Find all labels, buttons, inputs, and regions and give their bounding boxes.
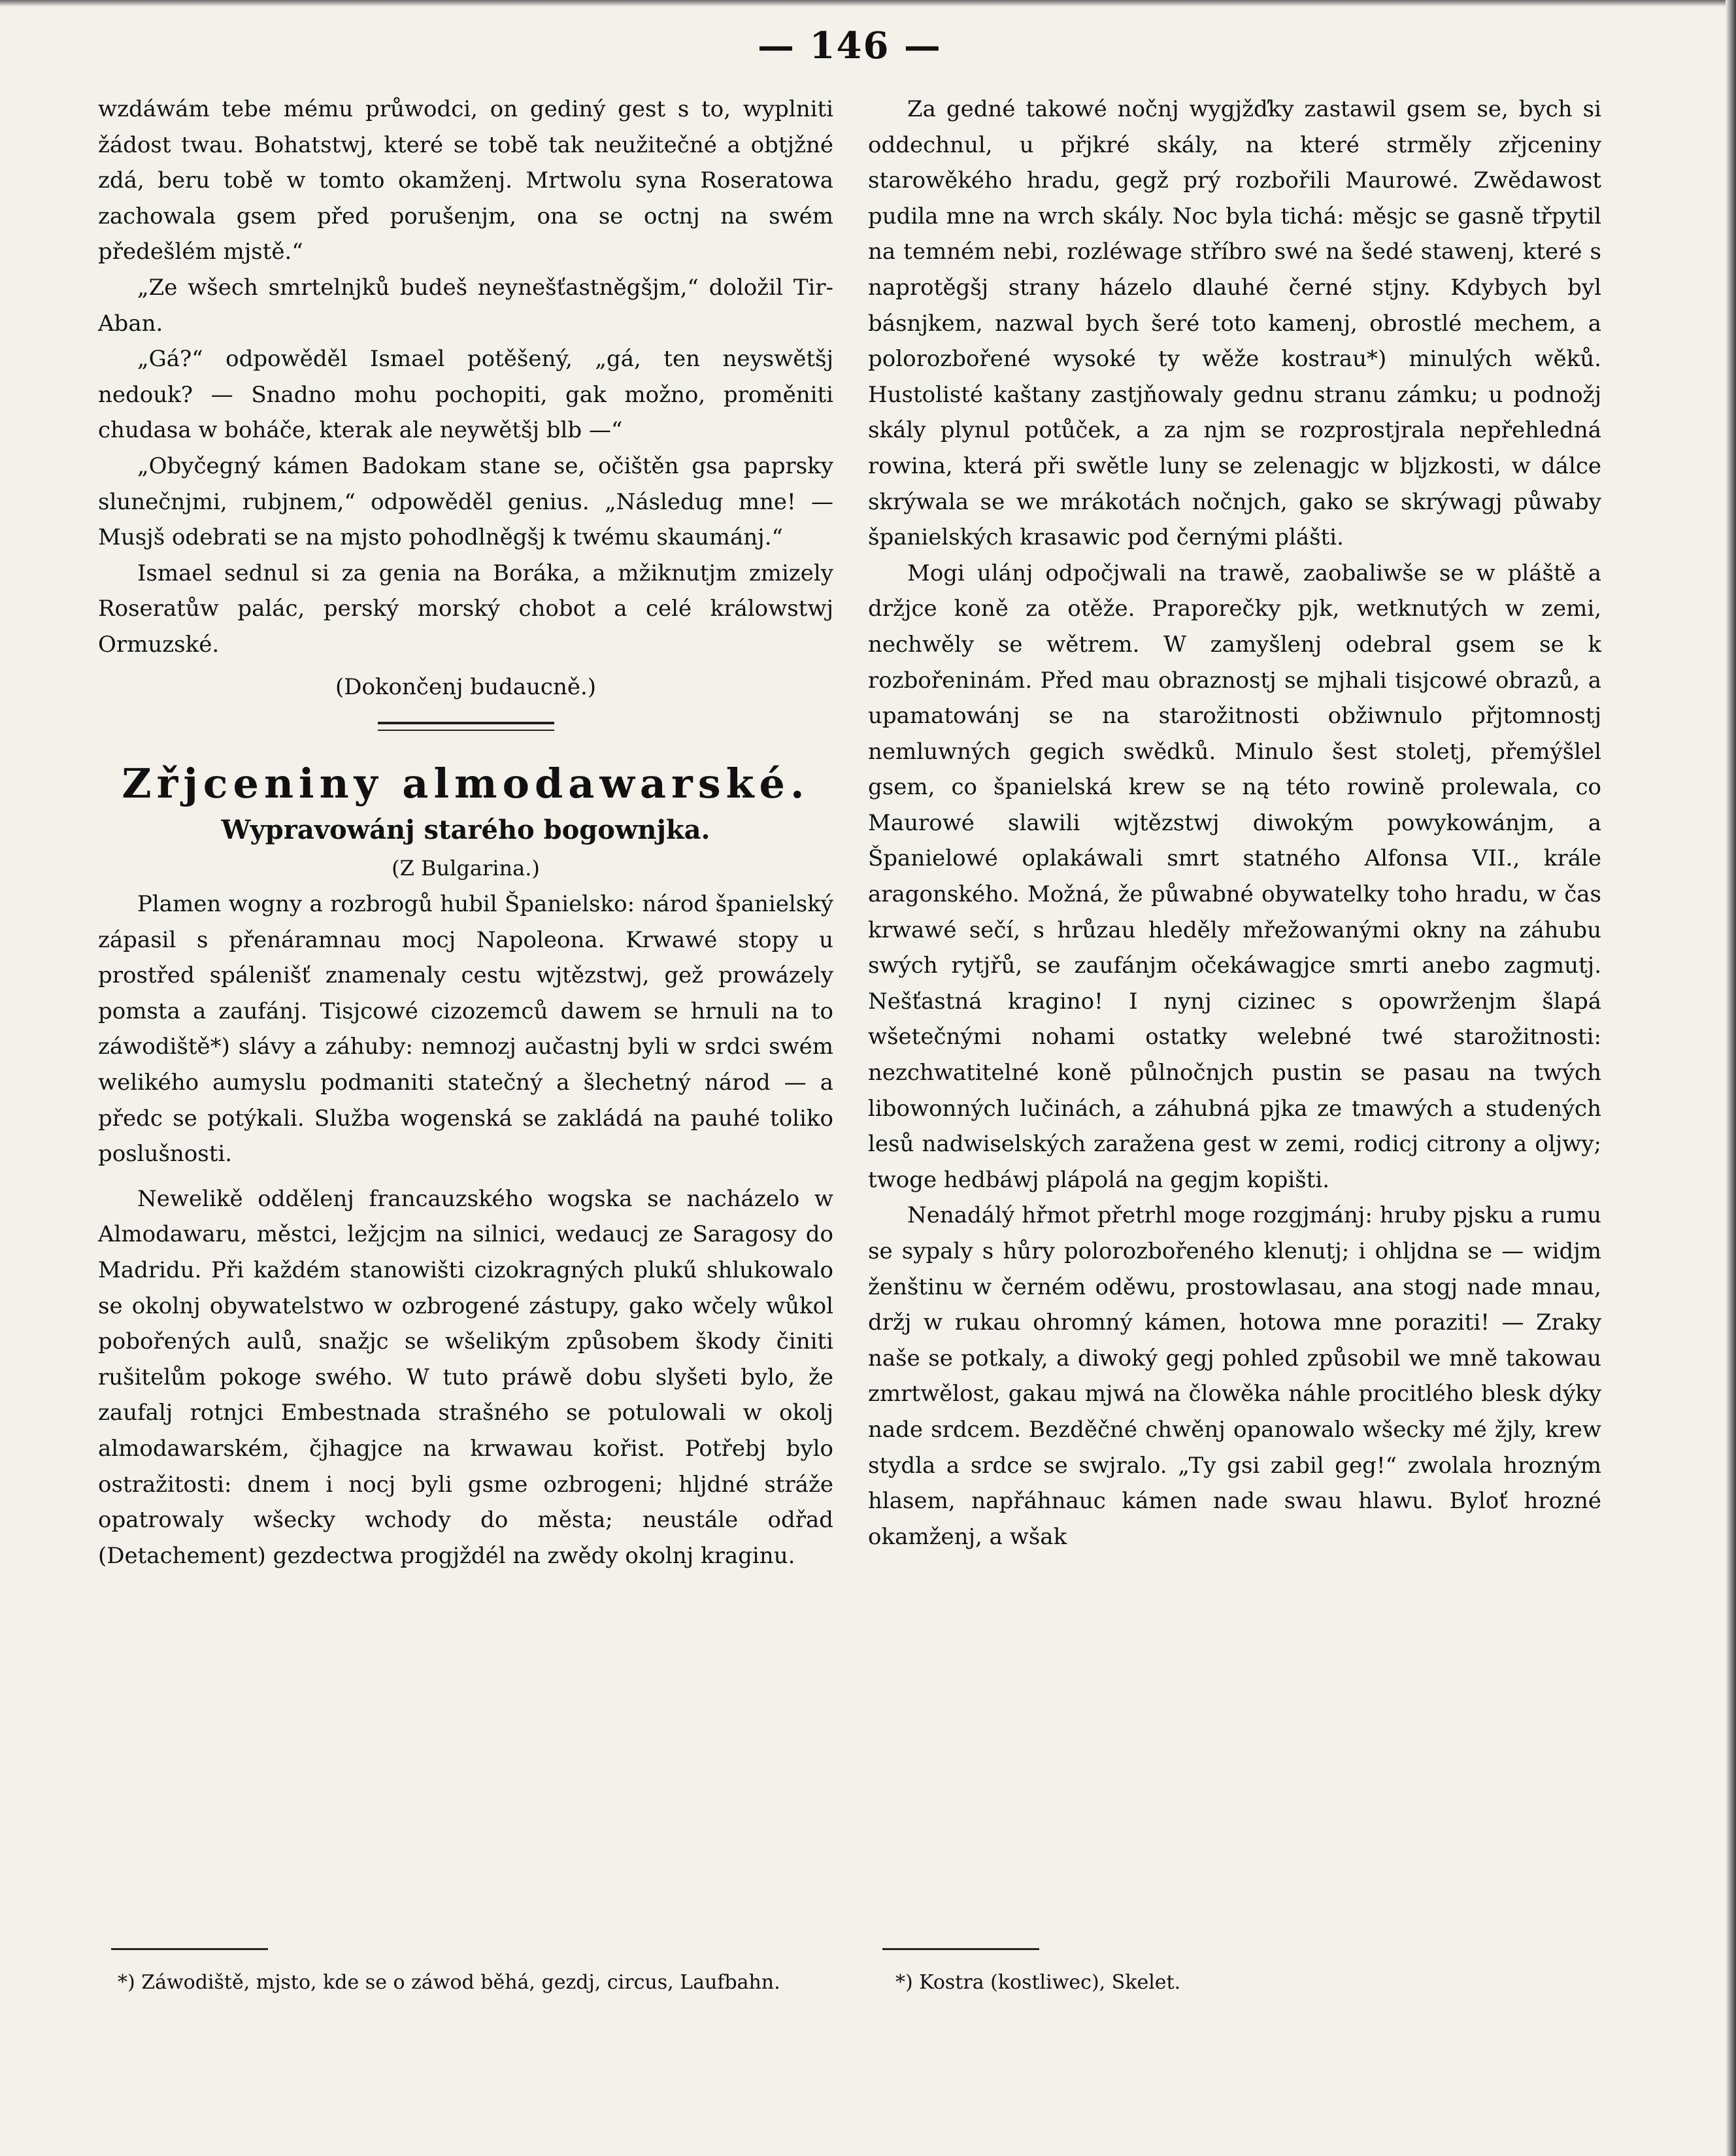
article-paragraph-2: Newelikě oddělenj francauzského wogska se nacházelo w Almodawaru, městci, ležjcjm na silnici, wedaucj ze Saragosy do Madridu. Při každém stanowišti cizokragných plukű shlukowalo se okolnj obywatelstwo w ozbrogené zástupy, gako wčely wůkol pobořených aulů, snažjc se wšelikým způsobem škody činiti rušitelům pokoge swého. W tuto práwě dobu slyšeti bylo, že zaufalj rotnjci Embestnada strašného se potulowali w okolj almodawarském, čjhagjce na krwawau kořist. Potřebj bylo ostražitosti: dnem i nocj byli gsme ozbrogeni; hljdné stráže opatrowaly wšecky wchody do města; neustále odřad (Detachement) gezdectwa progjždél na zwědy okolnj kraginu.	[98, 1185, 833, 1569]
section-divider	[378, 722, 554, 731]
left-paragraph-4: „Obyčegný kámen Badokam stane se, očištěn gsa paprsky slunečnjmi, rubjnem,“ odpowěděl genius. „Následug mne! — Musjš odebrati se na mjsto pohodlněgšj k twému skaumánj.“	[98, 452, 833, 551]
article-source: (Z Bulgarina.)	[392, 856, 540, 881]
left-column	[98, 92, 833, 1574]
left-paragraph-3: „Gá?“ odpowěděl Ismael potěšený, „gá, ten neyswětšj nedouk? — Snadno mohu pochopiti, gak možno, proměniti chudasa w boháče, kterak ale neywětšj blb —“	[98, 346, 833, 444]
footnote-rule-right	[882, 1948, 1039, 1950]
left-paragraph-5: Ismael sednul si za genia na Boráka, a mžiknutjm zmizely Roseratůw palác, perský morský chobot a celé králowstwj Ormuzské.	[98, 560, 833, 658]
right-paragraph-2: Mogi ulánj odpočjwali na trawě, zaobaliwše se w pláště a držjce koně za otěže. Praporečky pjk, wetknutých w zemi, nechwěly se wětrem. W zamyšlenj odebral gsem se k rozbořeninám. Před mau obraznostj se mjhali tisjcowé obrazů, a upamatowánj se na starožitnosti obžiwnulo přjtomnostj nemluwných gegich swědků. Minulo šest stoletj, přemýšlel gsem, co španielská krew se ną této rowině prolewala, co Maurowé slawili wjtězstwj diwokým powykowánjm, a Španielowé oplakáwali smrt statného Alfonsa VII., krále aragonského. Možná, že půwabné obywatelky toho hradu, w čas krwawé sečí, s hrůzau hleděly mřežowanými okny na záhubu swých rytjřů, se zaufánjm očekáwagjce smrti anebo zagmutj. Nešťastná kragino! I nynj cizinec s opowrženjm šlapá wšetečnými nohami ostatky welebné twé starožitnosti: nezchwatitelné koně půlnočnjch pustin se pasau na twých libowonných lučinách, a záhubná pjka ze tmawých a studených lesů nadwiselských zaražena gest w zemi, rodicj citrony a oljwy; twoge hedbáwj plápolá na gegjm kopišti.	[868, 560, 1601, 1193]
left-paragraph-1: wzdáwám tebe mému průwodci, on gediný gest s to, wyplniti žádost twau. Bohatstwj, které se tobě tak neužitečné a obtjžné zdá, beru tobě w tomto okamženj. Mrtwolu syna Roseratowa zachowala gsem před porušenjm, ona se octnj na swém předešlém mjstě.“	[98, 96, 833, 265]
page-number: — 146 —	[758, 24, 942, 67]
footnote-right: *) Kostra (kostliwec), Skelet.	[895, 1971, 1181, 1994]
right-paragraph-3: Nenadálý hřmot přetrhl moge rozgjmánj: hruby pjsku a rumu se sypaly s hůry polorozbořeného klenutj; i ohljdna se — widjm ženštinu w černém oděwu, prostowlasau, ana stogj nade mnau, držj w rukau ohromný kámen, hotowa mne poraziti! — Zraky naše se potkaly, a diwoký gegj pohled způsobil we mně takowau zmrtwělost, gakau mjwá na člowěka náhle procitlého blesk dýky nade srdcem. Bezděčné chwěnj opanowalo wšecky mé žjly, krew stydla a srdce se swjralo. „Ty gsi zabil geg!“ zwolala hrozným hlasem, napřáhnauc kámen nade swau hlawu. Byloť hrozné okamženj, a wšak	[868, 1202, 1601, 1550]
scan-edge-right	[1726, 0, 1736, 2156]
right-column	[868, 92, 1601, 1555]
article-paragraph-1: Plamen wogny a rozbrogů hubil Španielsko: národ španielský zápasil s přenáramnau mocj Napoleona. Krwawé stopy u prostřed spálenišť znamenaly cestu wjtězstwj, gež prowázely pomsta a zaufánj. Tisjcowé cizozemců dawem se hrnuli na to záwodiště*) slávy a záhuby: nemnozj aučastnj byli w srdci swém welikého aumyslu podmaniti statečný a šlechetný národ — a předc se potýkali. Služba wogenská se zakládá na pauhé toliko poslušnosti.	[98, 891, 833, 1168]
footnote-left: *) Záwodiště, mjsto, kde se o záwod běhá, gezdj, circus, Laufbahn.	[118, 1971, 780, 1994]
footnote-rule-left	[111, 1948, 268, 1950]
scan-edge-top	[0, 0, 1736, 7]
article-title: Zřjceniny almodawarské.	[122, 760, 810, 808]
right-paragraph-1: Za gedné takowé nočnj wygjžďky zastawil gsem se, bych si oddechnul, u přjkré skály, na které strměly zřjceniny starowěkého hradu, gegž prý rozbořili Maurowé. Zwědawost pudila mne na wrch skály. Noc byla tichá: měsjc se gasně třpytil na temném nebi, rozléwage stříbro swé na šedé stawenj, které s naprotěgšj strany házelo dlauhé černé stjny. Kdybych byl básnjkem, nazwal bych šeré toto kamenj, obrostlé mechem, a polorozbořené wysoké ty wěže kostrau*) minulých wěků. Hustolisté kaštany zastjňowaly gednu stranu zámku; u podnožj skály plynul potůček, a za njm se rozprostjrala nepřehledná rowina, která při swětle luny se zelenagjc w bljzkosti, w dálce skrýwala se we mrákotách nočnjch, gako se skrýwagj půwaby španielských krasawic pod černými plášti.	[868, 96, 1601, 551]
left-paragraph-2: „Ze wšech smrtelnjků budeš neynešťastněgšjm,“ doložil Tir-Aban.	[98, 274, 833, 337]
article-subtitle: Wypravowánj starého bogownjka.	[221, 815, 710, 846]
continued-note: (Dokončenj budaucně.)	[335, 673, 597, 700]
